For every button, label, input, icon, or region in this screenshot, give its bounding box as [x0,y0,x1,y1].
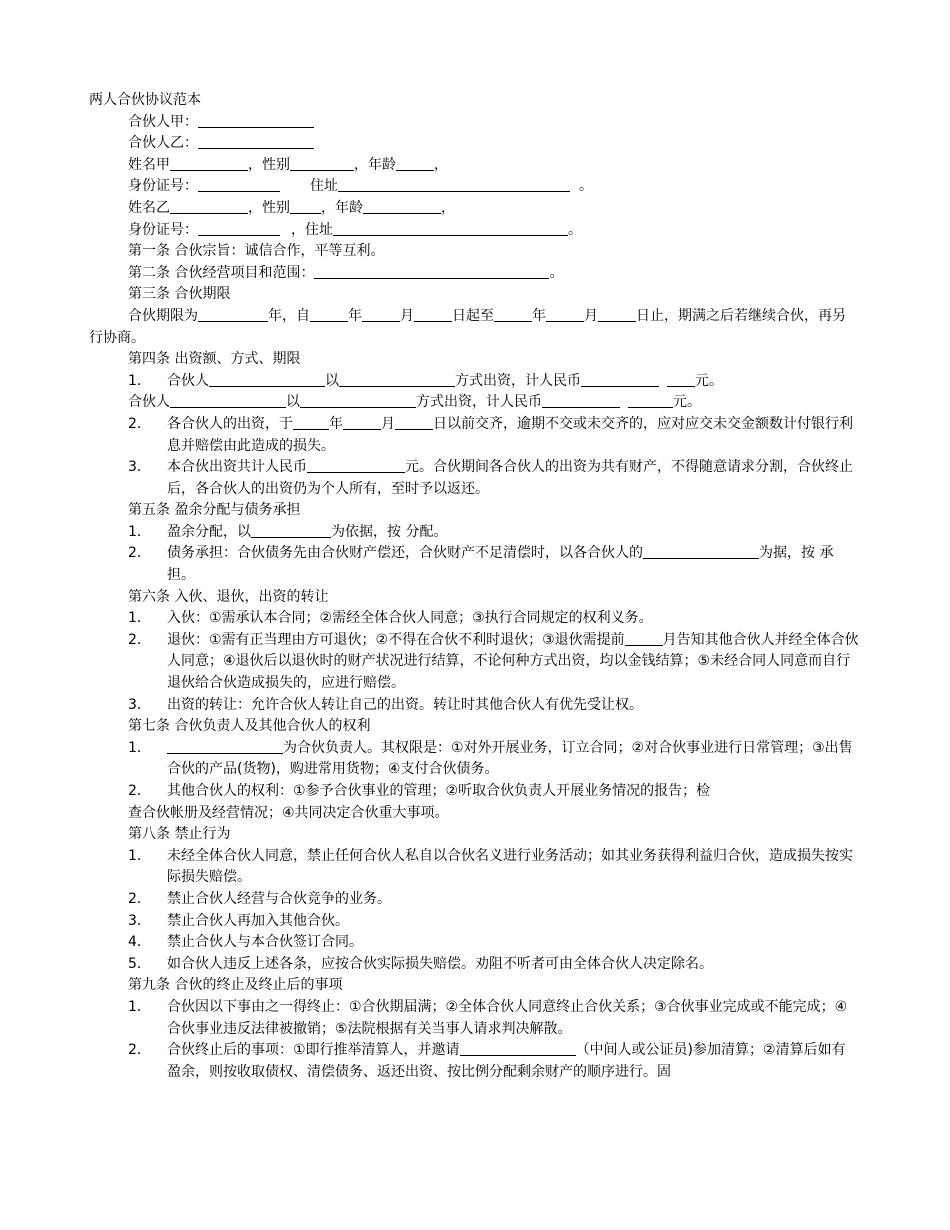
text: 退伙：①需有正当理由方可退伙；②不得在合伙不利时退伙；③退伙需提前 [167,631,625,648]
blank [293,414,329,430]
article-8-item-4 [89,932,859,954]
field-label: 姓名甲 [128,156,170,173]
article-7-heading: 第七条 合伙负责人及其他合伙人的权利 [128,718,371,735]
punct: 。 [568,221,582,238]
article-4-item-2 [89,414,859,457]
blank [494,306,532,322]
blank [542,392,620,408]
text: 为据，按 承担。 [167,545,834,584]
text: 如合伙人违反上述各条，应按合伙实际损失赔偿。劝阻不听者可由全体合伙人决定除名。 [167,955,713,972]
blank [395,414,433,430]
blank [198,306,268,322]
text: 禁止合伙人经营与合伙竞争的业务。 [167,890,391,907]
field-label: 身份证号： [128,178,198,195]
punct: 。 [579,178,593,195]
article-4-item-1-cont [89,392,859,414]
doc-title: 两人合伙协议范本 [89,92,201,108]
punct: 。 [549,264,564,281]
partner-b-label: 合伙人乙： [128,135,198,152]
text: 本合伙出资共计人民币 [167,459,307,476]
text: 日以前交齐，逾期不交或未交齐的，应对应交未交金额数计付银行利息并赔偿由此造成的损失。 [167,415,853,454]
article-4-item-1 [89,371,859,393]
blank [338,176,570,192]
text: 月 [400,307,414,324]
text: 年，自 [268,307,310,324]
field-label: ，住址 [291,221,333,238]
contract-body [89,90,859,1083]
partner-a-line [89,112,859,134]
blank [396,155,434,171]
article-6-heading: 第六条 入伙、退伙，出资的转让 [128,588,329,605]
item-number: 1． [128,610,151,627]
blank [170,198,248,214]
item-number: 2． [128,415,151,432]
blank [167,738,283,754]
article-4-heading: 第四条 出资额、方式、期限 [128,351,301,368]
item-number: 1． [128,739,151,756]
article-7-item-1 [89,738,859,781]
blank [198,220,280,236]
field-label: 住址 [310,178,338,195]
text: 合伙因以下事由之一得终止：①合伙期届满；②全体合伙人同意终止合伙关系；③合伙事业完成或不能完成；④合伙事业违反法律被撤销；⑤法院根据有关当事人请求判决解散。 [167,998,848,1037]
partner-a-id [89,176,859,198]
item-number: 2． [128,890,151,907]
text: 元。合伙期间各合伙人的出资为共有财产，不得随意请求分割，合伙终止后，各合伙人的出资仍为个人所有，至时予以返还。 [167,459,853,497]
article-5-heading: 第五条 盈余分配与债务承担 [128,502,301,519]
blank [625,630,663,646]
blank [667,371,695,387]
text: 月告知其他合伙人并经全体合伙人同意；④退伙后以退伙时的财产状况进行结算，不论何种方式出资，均以金钱结算；⑤未经合同人同意而自行退伙给合伙造成损失的，应进行赔偿。 [167,631,859,692]
text: 合伙人 [128,394,170,411]
blank [290,155,354,171]
blank [251,522,331,538]
blank [643,543,759,559]
blank [581,371,659,387]
blank [362,306,400,322]
partner-b-line [89,133,859,155]
article-8-item-3 [89,911,859,933]
article-5-item-1 [89,522,859,544]
article-7-item-2-cont: 查合伙帐册及经营情况；④共同决定合伙重大事项。 [128,804,449,821]
blank [170,155,248,171]
item-number: 2． [128,631,151,648]
text: 合伙期限为 [128,307,198,324]
article-9-heading: 第九条 合伙的终止及终止后的事项 [128,977,343,994]
item-number: 1． [128,847,151,864]
blank [198,112,314,128]
article-5-item-2 [89,543,859,586]
item-number: 3． [128,459,151,476]
blank [460,1040,576,1056]
blank [198,133,314,149]
item-number: 1． [128,372,151,389]
blank [546,306,584,322]
item-number: 3． [128,912,151,929]
punct: ， [434,156,448,173]
article-8-item-2 [89,889,859,911]
text: 合伙终止后的事项：①即行推举清算人，并邀请 [167,1042,460,1059]
text: 以 [286,394,300,411]
blank [628,392,673,408]
text: 禁止合伙人与本合伙签订合同。 [167,934,363,951]
article-6-item-1 [89,608,859,630]
field-label: ，性别 [248,199,290,216]
partner-a-info [89,155,859,177]
blank [198,176,280,192]
article-2-text: 第二条 合伙经营项目和范围： [128,264,315,281]
text: 债务承担：合伙债务先由合伙财产偿还，合伙财产不足清偿时，以各合伙人的 [167,545,643,562]
punct: ， [441,199,455,216]
text: 其他合伙人的权利：①参予合伙事业的管理；②听取合伙负责人开展业务情况的报告；检 [167,783,711,799]
blank [209,371,325,387]
item-number: 1． [128,523,151,540]
blank [310,306,348,322]
item-number: 2． [128,1042,151,1059]
item-number: 1． [128,998,151,1015]
text: 禁止合伙人再加入其他合伙。 [167,912,349,929]
text: （中间人或公证员)参加清算；②清算后如有盈余，则按收取债权、清偿债务、返还出资、按比例分配剩余财产的顺序进行。固 [167,1042,846,1080]
blank [339,371,455,387]
blank [343,414,381,430]
field-label: ，性别 [248,156,290,173]
text: 方式出资，计人民币 [416,394,542,411]
text: 以 [325,372,339,389]
article-4-item-3 [89,457,859,500]
text: 盈余分配，以 [167,523,251,540]
text: 月 [381,415,395,432]
blank [363,198,441,214]
item-number: 5． [128,955,151,972]
article-6-item-3 [89,695,859,717]
text: 月 [584,307,598,324]
article-2 [89,263,859,285]
article-6-item-2 [89,630,859,695]
text: 方式出资，计人民币 [455,372,581,389]
item-number: 4． [128,934,151,951]
blank [290,198,321,214]
text: 未经全体合伙人同意，禁止任何合伙人私自以合伙名义进行业务活动；如其业务获得利益归合伙，造成损失按实际损失赔偿。 [167,847,853,886]
partner-b-id [89,220,859,242]
text: 合伙人 [167,372,209,389]
item-number: 2． [128,545,151,562]
partner-a-label: 合伙人甲： [128,113,198,130]
article-3-text [89,306,859,349]
article-8-heading: 第八条 禁止行为 [128,826,231,843]
text: 元。 [673,394,701,411]
text: 出资的转让：允许合伙人转让自己的出资。转让时其他合伙人有优先受让权。 [167,696,643,713]
blank [598,306,636,322]
blank [307,457,405,473]
text: 元。 [695,372,723,389]
text: 为依据，按 分配。 [331,523,448,540]
article-9-item-1 [89,997,859,1040]
text: 入伙：①需承认本合同；②需经全体合伙人同意；③执行合同规定的权利义务。 [167,610,653,627]
blank [170,392,286,408]
text: 日起至 [452,307,494,324]
field-label: ，年龄 [321,199,363,216]
text: 年 [348,307,362,324]
item-number: 3． [128,696,151,713]
article-9-item-2 [89,1040,859,1083]
blank [314,263,549,279]
text: 为合伙负责人。其权限是：①对外开展业务，订立合同；②对合伙事业进行日常管理；③出售合伙的产品(货物)，购进常用货物；④支付合伙债务。 [167,739,853,778]
partner-b-info [89,198,859,220]
article-8-item-5 [89,954,859,976]
text: 年 [329,415,343,432]
article-7-item-2 [89,781,859,803]
blank [333,220,568,236]
text: 年 [532,307,546,324]
article-3-heading: 第三条 合伙期限 [128,286,231,303]
text: 各合伙人的出资，于 [167,415,293,432]
article-8-item-1 [89,846,859,889]
blank [300,392,416,408]
blank [414,306,452,322]
item-number: 2． [128,783,151,799]
text: 日止，期满之后若继续合伙，再另行协商。 [89,307,846,346]
article-1: 第一条 合伙宗旨：诚信合作，平等互利。 [128,243,385,260]
field-label: ，年龄 [354,156,396,173]
field-label: 姓名乙 [128,199,170,216]
field-label: 身份证号： [128,221,198,238]
